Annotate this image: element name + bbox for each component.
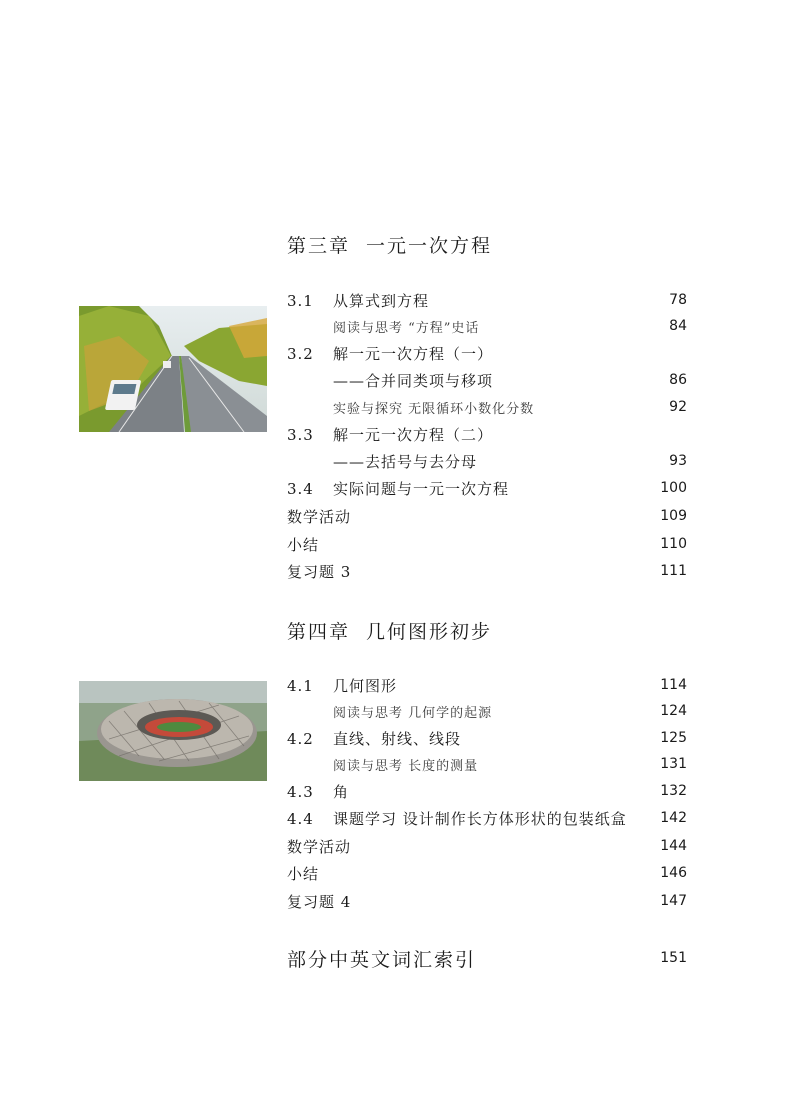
page-number: 114 [660,677,687,693]
entry-title: 小结 [287,535,320,554]
page-number: 131 [660,756,687,772]
page-number: 132 [660,783,687,799]
toc-entry-4-1[interactable] [287,674,687,696]
entry-title: 几何图形 [333,676,398,695]
entry-title: 小结 [287,864,320,883]
page-number: 144 [660,838,687,854]
page-number: 92 [669,399,687,415]
toc-entry-3-1-reading[interactable] [287,315,687,337]
page-number: 142 [660,810,687,826]
entry-title: 解一元一次方程（二） [333,425,494,444]
page-number: 78 [669,292,687,308]
page-number: 86 [669,372,687,388]
toc-entry-4-2-reading[interactable] [287,753,687,775]
entry-title: 阅读与思考 “方程”史话 [333,320,480,336]
page-number: 146 [660,865,687,881]
page-number: 110 [660,536,687,552]
toc-entry-3-4[interactable] [287,477,687,499]
section-number: 3.4 [287,479,314,498]
chapter-4-heading [287,617,492,644]
stadium-photo [79,681,267,781]
toc-entry-3-3-subtitle[interactable] [287,450,687,472]
toc-entry-3-2-subtitle[interactable] [287,369,687,391]
highway-photo [79,306,267,432]
page-number: 111 [660,563,687,579]
toc-entry-3-review[interactable] [287,560,687,582]
toc-entry-3-2[interactable] [287,342,687,364]
section-number: 4.4 [287,809,314,828]
entry-title: 实际问题与一元一次方程 [333,479,510,498]
chapter-3-number: 第三章 [287,235,351,257]
entry-title: ——合并同类项与移项 [333,371,494,390]
index-title: 部分中英文词汇索引 [287,948,477,971]
toc-entry-3-1[interactable] [287,289,687,311]
chapter-4-number: 第四章 [287,621,351,643]
section-number: 4.1 [287,676,314,695]
entry-title: ——去括号与去分母 [333,452,478,471]
entry-title: 解一元一次方程（一） [333,344,494,363]
section-number: 3.3 [287,425,314,444]
page-number: 84 [669,318,687,334]
entry-title: 角 [333,782,350,801]
entry-title: 课题学习 设计制作长方体形状的包装纸盒 [333,809,627,828]
page-number: 124 [660,703,687,719]
toc-entry-3-2-experiment[interactable] [287,396,687,418]
toc-entry-4-1-reading[interactable] [287,700,687,722]
entry-title: 实验与探究 无限循环小数化分数 [333,401,535,417]
toc-entry-4-4[interactable] [287,807,687,829]
entry-title: 从算式到方程 [333,291,430,310]
toc-entry-3-summary[interactable] [287,533,687,555]
toc-entry-3-3[interactable] [287,423,687,445]
page-number: 100 [660,480,687,496]
toc-entry-4-review[interactable] [287,890,687,912]
chapter-3-title: 一元一次方程 [366,235,493,257]
entry-title: 阅读与思考 长度的测量 [333,758,479,774]
page-number: 109 [660,508,687,524]
section-number: 4.3 [287,782,314,801]
entry-title: 复习题 4 [287,892,352,911]
page-number: 147 [660,893,687,909]
section-number: 4.2 [287,729,314,748]
chapter-3-heading [287,231,492,258]
entry-title: 数学活动 [287,507,352,526]
toc-entry-index[interactable] [287,945,687,971]
entry-title: 数学活动 [287,837,352,856]
entry-title: 直线、射线、线段 [333,729,462,748]
section-number: 3.2 [287,344,314,363]
entry-title: 阅读与思考 几何学的起源 [333,705,493,721]
page-number: 93 [669,453,687,469]
page-number: 151 [660,950,687,966]
toc-entry-4-summary[interactable] [287,862,687,884]
page-number: 125 [660,730,687,746]
chapter-4-title: 几何图形初步 [366,621,493,643]
entry-title: 复习题 3 [287,562,352,581]
toc-entry-4-3[interactable] [287,780,687,802]
toc-entry-4-2[interactable] [287,727,687,749]
section-number: 3.1 [287,291,314,310]
toc-entry-3-activity[interactable] [287,505,687,527]
toc-entry-4-activity[interactable] [287,835,687,857]
